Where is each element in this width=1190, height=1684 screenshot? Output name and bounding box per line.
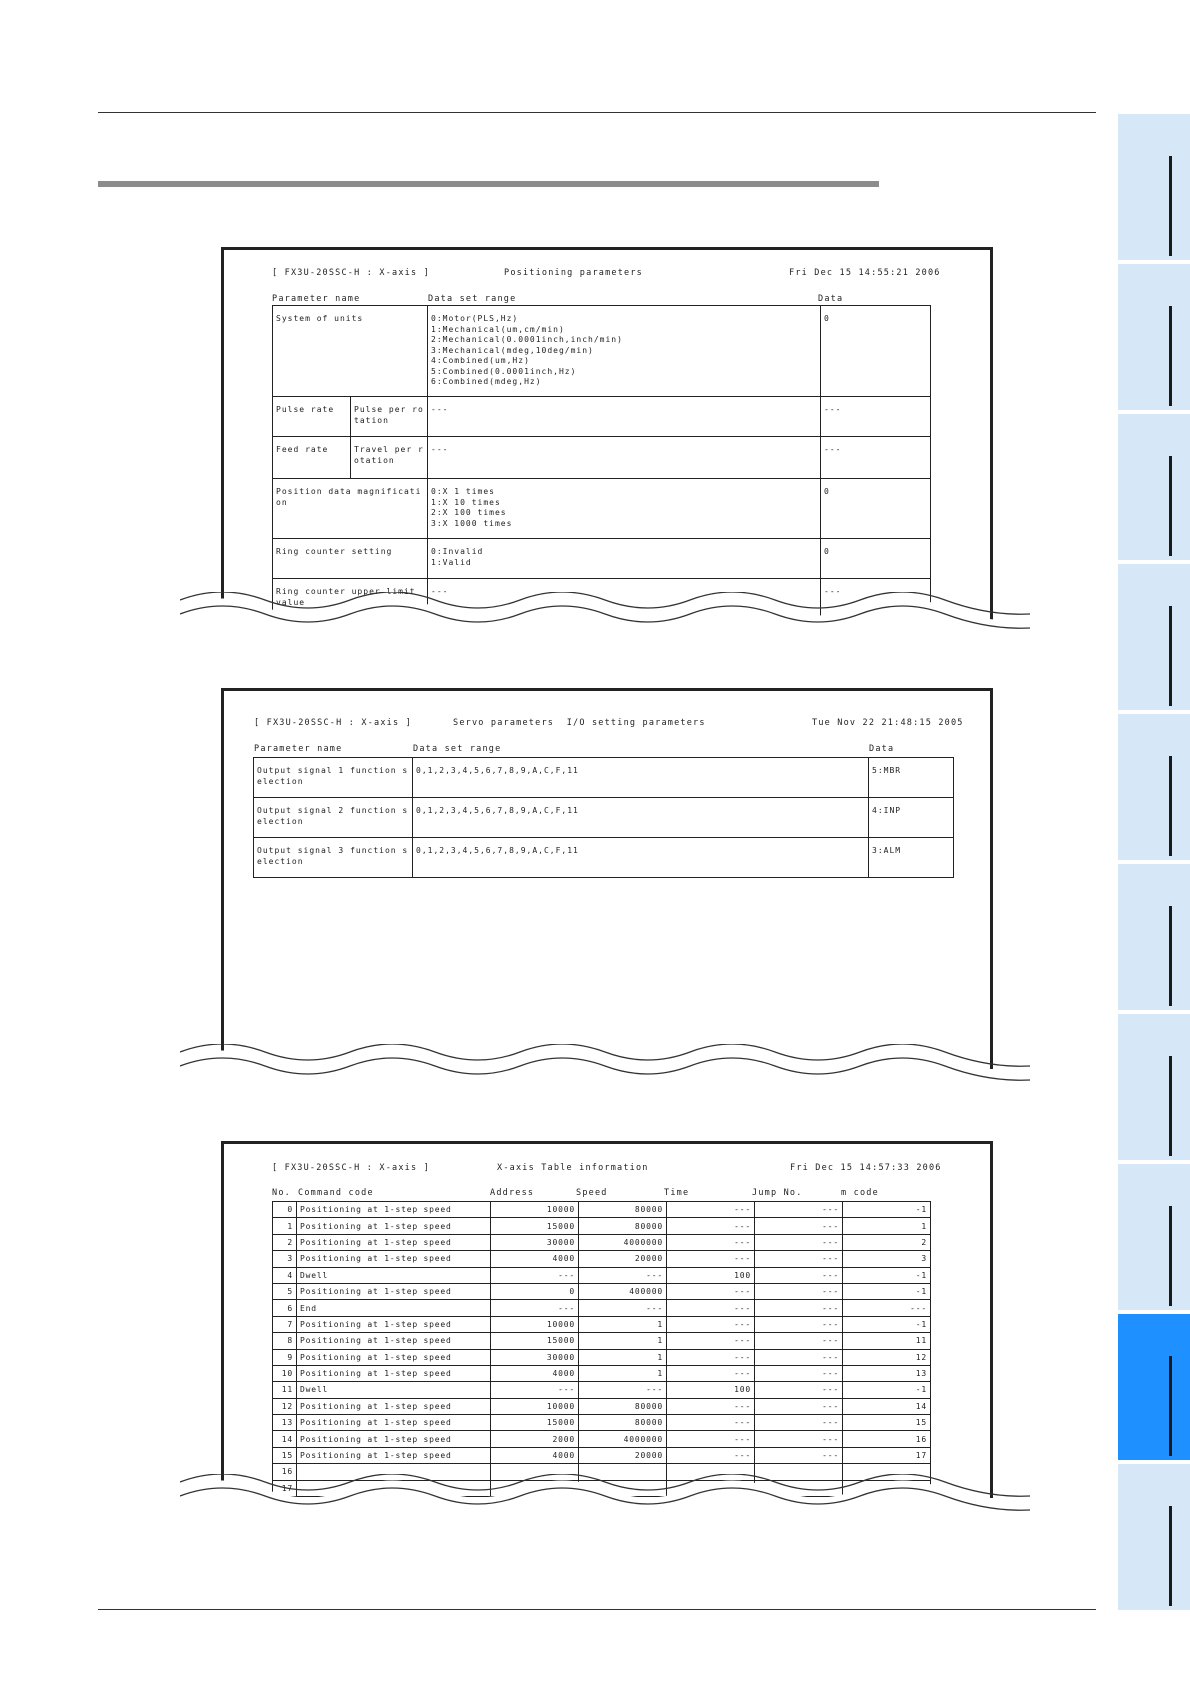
command-code: Dwell [297, 1382, 491, 1398]
table-row [273, 1316, 931, 1332]
table-row [273, 1251, 931, 1267]
m-code: 17 [843, 1447, 931, 1463]
table-row [273, 1382, 931, 1398]
row-no: 6 [273, 1300, 297, 1316]
table-row [273, 1398, 931, 1414]
jump-no: --- [755, 1234, 843, 1250]
time: --- [667, 1415, 755, 1431]
row-no: 3 [273, 1251, 297, 1267]
row-no: 8 [273, 1333, 297, 1349]
jump-no: --- [755, 1349, 843, 1365]
speed: 1 [579, 1333, 667, 1349]
m-code: --- [843, 1300, 931, 1316]
table-row [273, 1349, 931, 1365]
side-tab-marker [1169, 906, 1172, 1006]
row-no: 11 [273, 1382, 297, 1398]
speed: 20000 [579, 1251, 667, 1267]
param-range: --- [428, 437, 821, 479]
row-no: 12 [273, 1398, 297, 1414]
col-address: Address [490, 1188, 535, 1198]
col-time: Time [664, 1188, 690, 1198]
table-row [273, 306, 931, 397]
row-no: 2 [273, 1234, 297, 1250]
table-row [273, 1431, 931, 1447]
speed: 20000 [579, 1447, 667, 1463]
row-no: 5 [273, 1283, 297, 1299]
param-range: 0:X 1 times 1:X 10 times 2:X 100 times 3:X 1000 times [428, 479, 821, 539]
side-tab-marker [1169, 756, 1172, 856]
table-row [273, 1218, 931, 1234]
param-range: --- [428, 579, 821, 619]
m-code: 13 [843, 1365, 931, 1381]
section-rule [98, 181, 879, 187]
row-no: 14 [273, 1431, 297, 1447]
param-range: 0,1,2,3,4,5,6,7,8,9,A,C,F,11 [413, 758, 869, 798]
address: 4000 [491, 1365, 579, 1381]
jump-no: --- [755, 1365, 843, 1381]
panel1-header-title: Positioning parameters [504, 268, 643, 278]
panel2-header-left: [ FX3U-20SSC-H : X-axis ] [254, 718, 412, 728]
top-rule [98, 112, 1096, 113]
command-code: Positioning at 1-step speed [297, 1349, 491, 1365]
param-range: 0,1,2,3,4,5,6,7,8,9,A,C,F,11 [413, 798, 869, 838]
panel1-col-name: Parameter name [272, 294, 361, 304]
side-tab-6[interactable] [1118, 864, 1190, 1010]
table-row [273, 539, 931, 579]
address: 10000 [491, 1202, 579, 1218]
row-no: 1 [273, 1218, 297, 1234]
panel1-col-data: Data [818, 294, 844, 304]
time: --- [667, 1398, 755, 1414]
panel1-col-range: Data set range [428, 294, 517, 304]
speed: 80000 [579, 1202, 667, 1218]
table-row [273, 479, 931, 539]
command-code: Positioning at 1-step speed [297, 1365, 491, 1381]
address: 15000 [491, 1333, 579, 1349]
param-data: 0 [821, 539, 931, 579]
time: 100 [667, 1267, 755, 1283]
table-row [273, 1300, 931, 1316]
command-code: Positioning at 1-step speed [297, 1234, 491, 1250]
time: --- [667, 1202, 755, 1218]
time: --- [667, 1283, 755, 1299]
speed: 80000 [579, 1218, 667, 1234]
row-no: 16 [273, 1464, 297, 1480]
param-data: 0 [821, 479, 931, 539]
time: --- [667, 1316, 755, 1332]
row-no: 10 [273, 1365, 297, 1381]
table-information-screenshot [221, 1141, 993, 1498]
param-sub-name: Pulse per rotation [351, 397, 428, 437]
param-range: 0:Motor(PLS,Hz) 1:Mechanical(um,cm/min) 2:Mechanical(0.0001inch,inch/min) 3:Mechanical(mdeg,10deg/min) 4:Combined(um,Hz) 5:Combined(0.0001inch,Hz) 6:Combined(mdeg,Hz) [428, 306, 821, 397]
panel3-header-title: X-axis Table information [497, 1163, 649, 1173]
address: --- [491, 1382, 579, 1398]
time: --- [667, 1234, 755, 1250]
side-tab-marker [1169, 456, 1172, 556]
side-tab-marker [1169, 1056, 1172, 1156]
m-code: 15 [843, 1415, 931, 1431]
side-tab-4[interactable] [1118, 564, 1190, 710]
speed: --- [579, 1300, 667, 1316]
m-code: 1 [843, 1218, 931, 1234]
param-name: Pulse rate [273, 397, 351, 437]
side-tab-1[interactable] [1118, 114, 1190, 260]
time: --- [667, 1349, 755, 1365]
time: --- [667, 1300, 755, 1316]
row-no: 13 [273, 1415, 297, 1431]
command-code: Positioning at 1-step speed [297, 1283, 491, 1299]
speed: --- [579, 1382, 667, 1398]
panel2-col-range: Data set range [413, 744, 502, 754]
row-no: 9 [273, 1349, 297, 1365]
jump-no: --- [755, 1316, 843, 1332]
side-tab-marker [1169, 606, 1172, 706]
side-tab-marker [1169, 156, 1172, 256]
jump-no: --- [755, 1300, 843, 1316]
m-code: 14 [843, 1398, 931, 1414]
panel2-header-title: Servo parameters I/O setting parameters [453, 718, 706, 728]
param-name: Output signal 1 function selection [254, 758, 413, 798]
panel1-header-left: [ FX3U-20SSC-H : X-axis ] [272, 268, 430, 278]
param-sub-name: Travel per rotation [351, 437, 428, 479]
table-row [273, 1365, 931, 1381]
address: --- [491, 1300, 579, 1316]
torn-edge-wave-3 [180, 1474, 1030, 1514]
command-code: Positioning at 1-step speed [297, 1316, 491, 1332]
speed: 1 [579, 1365, 667, 1381]
jump-no: --- [755, 1251, 843, 1267]
table-information [272, 1201, 931, 1497]
jump-no: --- [755, 1398, 843, 1414]
speed: 4000000 [579, 1431, 667, 1447]
col-no: No. [272, 1188, 291, 1198]
torn-edge-wave-2 [180, 1044, 1030, 1084]
row-no: 17 [273, 1480, 297, 1496]
jump-no: --- [755, 1447, 843, 1463]
command-code: Positioning at 1-step speed [297, 1333, 491, 1349]
address: --- [491, 1267, 579, 1283]
param-data: 0 [821, 306, 931, 397]
m-code: 3 [843, 1251, 931, 1267]
table-row [254, 838, 954, 878]
command-code: Positioning at 1-step speed [297, 1218, 491, 1234]
time: --- [667, 1431, 755, 1447]
table-row [273, 1267, 931, 1283]
command-code: Positioning at 1-step speed [297, 1202, 491, 1218]
table-row [273, 1283, 931, 1299]
bottom-rule [98, 1609, 1096, 1610]
m-code: -1 [843, 1202, 931, 1218]
side-tab-3[interactable] [1118, 414, 1190, 560]
param-range: 0,1,2,3,4,5,6,7,8,9,A,C,F,11 [413, 838, 869, 878]
command-code: Positioning at 1-step speed [297, 1251, 491, 1267]
m-code: 11 [843, 1333, 931, 1349]
torn-edge-wave-1 [180, 592, 1030, 632]
time: --- [667, 1218, 755, 1234]
address: 15000 [491, 1218, 579, 1234]
m-code: -1 [843, 1382, 931, 1398]
table-row [254, 798, 954, 838]
param-range: --- [428, 397, 821, 437]
panel2-header-date: Tue Nov 22 21:48:15 2005 [812, 718, 964, 728]
positioning-parameters-table [272, 305, 931, 619]
address: 10000 [491, 1316, 579, 1332]
m-code: -1 [843, 1316, 931, 1332]
command-code: Positioning at 1-step speed [297, 1415, 491, 1431]
speed: 400000 [579, 1283, 667, 1299]
jump-no: --- [755, 1267, 843, 1283]
speed: --- [579, 1267, 667, 1283]
speed: 4000000 [579, 1234, 667, 1250]
panel2-col-data: Data [869, 744, 895, 754]
side-tab-8[interactable] [1118, 1164, 1190, 1310]
param-name: Position data magnification [273, 479, 428, 539]
speed: 80000 [579, 1398, 667, 1414]
col-speed: Speed [576, 1188, 608, 1198]
side-tab-marker [1169, 1506, 1172, 1606]
side-tab-5[interactable] [1118, 714, 1190, 860]
side-tab-marker [1169, 1206, 1172, 1306]
m-code: -1 [843, 1283, 931, 1299]
command-code: End [297, 1300, 491, 1316]
speed: 80000 [579, 1415, 667, 1431]
param-range: 0:Invalid 1:Valid [428, 539, 821, 579]
speed: 1 [579, 1316, 667, 1332]
address: 4000 [491, 1251, 579, 1267]
m-code: 16 [843, 1431, 931, 1447]
jump-no: --- [755, 1382, 843, 1398]
param-name: Output signal 2 function selection [254, 798, 413, 838]
command-code: Positioning at 1-step speed [297, 1431, 491, 1447]
address: 15000 [491, 1415, 579, 1431]
side-tab-7[interactable] [1118, 1014, 1190, 1160]
row-no: 4 [273, 1267, 297, 1283]
param-data: 5:MBR [869, 758, 954, 798]
param-name: Ring counter setting [273, 539, 428, 579]
panel3-header-date: Fri Dec 15 14:57:33 2006 [790, 1163, 942, 1173]
param-data: --- [821, 397, 931, 437]
panel2-col-name: Parameter name [254, 744, 343, 754]
time: --- [667, 1251, 755, 1267]
address: 30000 [491, 1234, 579, 1250]
m-code: 2 [843, 1234, 931, 1250]
param-data: --- [821, 579, 931, 619]
col-jump-no: Jump No. [752, 1188, 803, 1198]
io-setting-table [253, 757, 954, 878]
table-row [273, 1447, 931, 1463]
table-row [254, 758, 954, 798]
table-row [273, 1234, 931, 1250]
param-name: Feed rate [273, 437, 351, 479]
speed: 1 [579, 1349, 667, 1365]
side-tab-marker [1169, 1356, 1172, 1456]
side-tab-2[interactable] [1118, 264, 1190, 410]
table-row [273, 1202, 931, 1218]
time: --- [667, 1447, 755, 1463]
side-tab-9[interactable] [1118, 1314, 1190, 1460]
param-data: --- [821, 437, 931, 479]
positioning-parameters-screenshot [221, 247, 993, 620]
param-data: 3:ALM [869, 838, 954, 878]
panel1-header-date: Fri Dec 15 14:55:21 2006 [789, 268, 941, 278]
command-code: Dwell [297, 1267, 491, 1283]
param-name: System of units [273, 306, 428, 397]
row-no: 7 [273, 1316, 297, 1332]
table-row [273, 1333, 931, 1349]
time: --- [667, 1333, 755, 1349]
row-no: 15 [273, 1447, 297, 1463]
time: --- [667, 1365, 755, 1381]
table-row [273, 1415, 931, 1431]
row-no: 0 [273, 1202, 297, 1218]
time: 100 [667, 1382, 755, 1398]
side-tab-10[interactable] [1118, 1464, 1190, 1610]
address: 10000 [491, 1398, 579, 1414]
param-data: 4:INP [869, 798, 954, 838]
jump-no: --- [755, 1202, 843, 1218]
table-row [273, 437, 931, 479]
panel3-header-left: [ FX3U-20SSC-H : X-axis ] [272, 1163, 430, 1173]
jump-no: --- [755, 1431, 843, 1447]
param-name: Output signal 3 function selection [254, 838, 413, 878]
jump-no: --- [755, 1333, 843, 1349]
jump-no: --- [755, 1218, 843, 1234]
m-code: -1 [843, 1267, 931, 1283]
command-code: Positioning at 1-step speed [297, 1447, 491, 1463]
servo-io-parameters-screenshot [221, 688, 993, 1069]
m-code: 12 [843, 1349, 931, 1365]
jump-no: --- [755, 1415, 843, 1431]
table-row [273, 397, 931, 437]
address: 0 [491, 1283, 579, 1299]
col-m-code: m code [841, 1188, 879, 1198]
address: 4000 [491, 1447, 579, 1463]
side-tab-marker [1169, 306, 1172, 406]
address: 2000 [491, 1431, 579, 1447]
jump-no: --- [755, 1283, 843, 1299]
param-name: Ring counter upper limit value [273, 579, 428, 619]
col-command-code: Command code [298, 1188, 374, 1198]
address: 30000 [491, 1349, 579, 1365]
command-code: Positioning at 1-step speed [297, 1398, 491, 1414]
